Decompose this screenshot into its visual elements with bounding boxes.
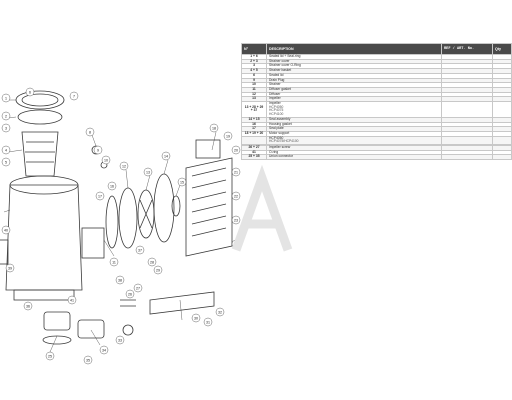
part-number: 13 + 28 + 29 + 37 <box>242 102 267 118</box>
part-name: Sealed lid <box>269 72 284 77</box>
callout-number: 24 <box>234 242 238 247</box>
part-name: Strainer <box>269 82 281 87</box>
callout-number: 23 <box>234 218 238 223</box>
callout-number: 36 <box>26 304 30 309</box>
callout-number: 30 <box>194 316 198 321</box>
part-code <box>442 155 493 160</box>
callout-number: 15 <box>180 180 184 185</box>
part-number <box>242 136 267 144</box>
outlet-port <box>82 228 104 258</box>
part-name: Strainer cover O-Ring <box>269 63 301 68</box>
part-variant: HCP4075 <box>269 108 284 113</box>
washer <box>123 325 133 335</box>
part-name: Diffuser <box>269 91 281 96</box>
lid-o-ring <box>18 110 62 124</box>
callout-number: 18 <box>212 126 216 131</box>
callout-number: 11 <box>112 260 116 265</box>
callout-number: 39 <box>8 266 12 271</box>
part-quantity <box>493 155 512 160</box>
part-name: Impeller <box>269 96 281 101</box>
part-number: 6 <box>242 73 267 78</box>
motor-support <box>150 292 214 314</box>
part-number: 25 + 35 <box>242 155 267 160</box>
part-number: 10 <box>242 83 267 88</box>
callout-number: 10 <box>104 158 108 163</box>
part-variant: HCP4075/HCP4100 <box>269 139 299 144</box>
callout-number: 19 <box>226 134 230 139</box>
callout-number: 26 <box>128 292 132 297</box>
callout-number: 22 <box>234 194 238 199</box>
pump-drawing <box>0 91 232 344</box>
part-number: 1 + 6 <box>242 55 267 60</box>
lid-inner-ring <box>22 94 58 106</box>
part-name: Drain Plug <box>269 77 285 82</box>
pump-housing <box>6 185 82 290</box>
callout-number: 40 <box>4 228 8 233</box>
callout-number: 1 <box>5 96 7 101</box>
callout-numbers <box>2 88 240 364</box>
callout-number: 20 <box>234 148 238 153</box>
part-code <box>442 102 493 118</box>
union-connector-2 <box>78 320 104 338</box>
part-name: Diffuser gasket <box>269 86 291 91</box>
part-number: 16 <box>242 122 267 127</box>
union-nut-1 <box>43 336 71 344</box>
part-description <box>267 102 442 118</box>
callout-number: 9 <box>97 148 99 153</box>
callout-number: 7 <box>73 94 75 99</box>
callout-number: 35 <box>86 358 90 363</box>
callout-number: 12 <box>122 164 126 169</box>
mechanical-seal <box>172 196 180 216</box>
union-connector-1 <box>44 312 70 330</box>
part-name: Union connector <box>269 154 294 159</box>
callout-number: 29 <box>156 268 160 273</box>
table-header-row <box>242 44 512 55</box>
part-number: 26 + 27 <box>242 146 267 151</box>
part-name: Motor support <box>269 130 290 135</box>
header-quantity: Qty <box>493 44 512 55</box>
header-reference: REF / ART. No. <box>442 44 493 55</box>
exploded-parts-diagram <box>0 0 240 400</box>
callout-number: 34 <box>102 348 106 353</box>
motor-fins <box>192 168 226 236</box>
part-number: 2 + 3 <box>242 59 267 64</box>
part-number: 18 + 19 + 20 <box>242 131 267 136</box>
part-number: 17 <box>242 127 267 132</box>
part-number: 3 <box>242 64 267 69</box>
part-variant: HCP4050 <box>269 104 284 109</box>
part-number: 13 <box>242 97 267 102</box>
strainer-basket <box>22 132 58 176</box>
part-description <box>267 136 442 144</box>
part-variant: HCP4100 <box>269 112 284 117</box>
diffuser <box>119 188 137 248</box>
capacitor-box <box>196 140 220 158</box>
part-name: Seal plate <box>269 126 284 131</box>
callout-number: 28 <box>150 260 154 265</box>
part-number: 14 + 15 <box>242 117 267 122</box>
callout-number: 33 <box>118 338 122 343</box>
spare-parts-table <box>241 43 512 160</box>
callout-number: 3 <box>5 126 7 131</box>
part-quantity <box>493 136 512 144</box>
callout-number: 21 <box>234 170 238 175</box>
callout-number: 8 <box>89 130 91 135</box>
callout-leaders <box>4 100 216 352</box>
basket-slots <box>25 142 55 162</box>
impeller-vanes <box>140 200 152 228</box>
part-number: 9 <box>242 78 267 83</box>
header-number: N° <box>242 44 267 55</box>
callout-number: 32 <box>218 310 222 315</box>
part-name: HCP4050 <box>269 135 284 140</box>
callout-number: 31 <box>206 320 210 325</box>
screws <box>120 300 136 306</box>
table-row <box>242 155 512 160</box>
housing-base <box>14 290 74 303</box>
motor-body <box>186 158 232 256</box>
part-name: Strainer cover <box>269 58 290 63</box>
callout-number: 4 <box>5 148 7 153</box>
part-name: Impeller screw <box>269 145 291 150</box>
callout-number: 5 <box>5 160 7 165</box>
part-name: Strainer basket <box>269 68 292 73</box>
part-name: Seal assembly <box>269 116 291 121</box>
part-number: 4 + 5 <box>242 69 267 74</box>
callout-number: 41 <box>70 298 74 303</box>
part-name: Housing gasket <box>269 121 292 126</box>
housing-gasket <box>106 196 118 248</box>
part-name: O-ring <box>269 149 279 154</box>
callout-number: 2 <box>5 114 7 119</box>
part-number: 41 <box>242 150 267 155</box>
seal-plate <box>154 174 174 242</box>
callout-number: 27 <box>136 286 140 291</box>
table-row <box>242 102 512 118</box>
callout-number: 13 <box>146 170 150 175</box>
part-quantity <box>493 102 512 118</box>
part-name: Impeller <box>269 101 281 106</box>
part-number: 11 <box>242 87 267 92</box>
callout-number: 16 <box>110 184 114 189</box>
callout-number: 38 <box>118 278 122 283</box>
callout-number: 14 <box>164 154 168 159</box>
callout-number: 6 <box>29 90 31 95</box>
part-number: 12 <box>242 92 267 97</box>
callout-number: 17 <box>98 194 102 199</box>
part-name: Sealed lid + Seal-ring <box>269 54 301 58</box>
callout-number: 25 <box>48 354 52 359</box>
part-code <box>442 136 493 144</box>
callout-number: 37 <box>138 248 142 253</box>
header-description: DESCRIPTION <box>267 44 442 55</box>
part-description <box>267 155 442 160</box>
table-row <box>242 136 512 144</box>
